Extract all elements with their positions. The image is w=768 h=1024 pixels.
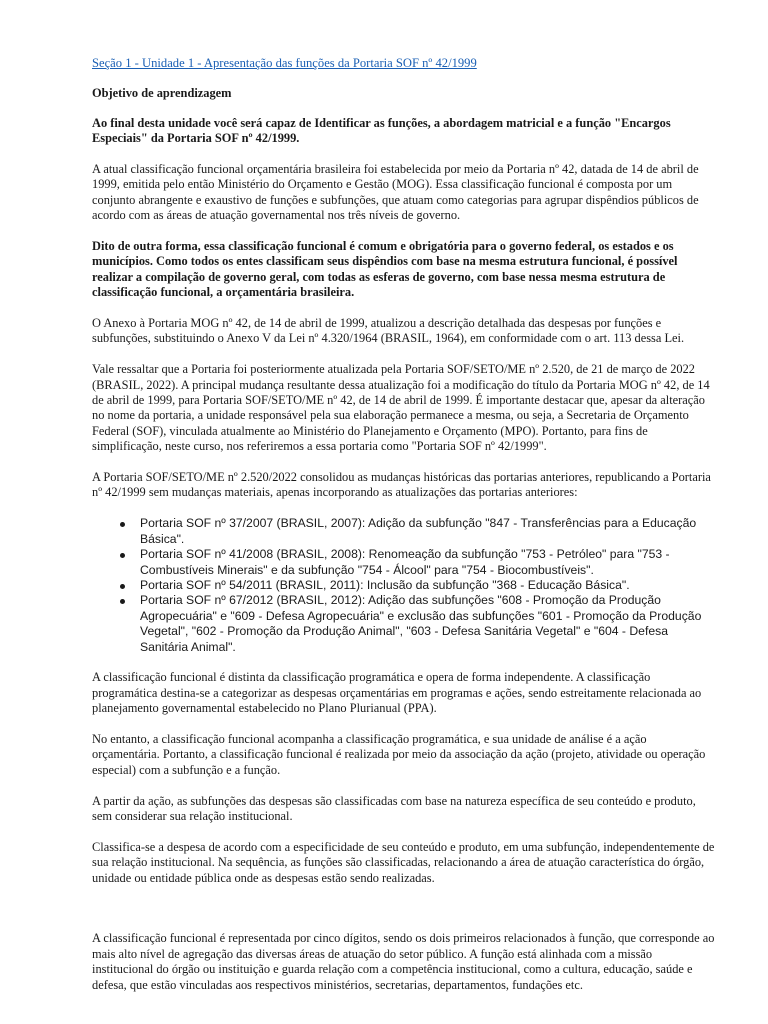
list-item-text: Portaria SOF nº 41/2008 (BRASIL, 2008): Renomeação da subfunção "753 - Petróleo" para "753 - Combustíveis Minerais" e da subfunção "754 - Álcool" para "754 - Biocombustíveis". [140, 547, 670, 577]
paragraph-10: A classificação funcional é representada por cinco dígitos, sendo os dois primeiros relacionados à função, que corresponde ao mais alto nível de agregação das diversas áreas de atuação do setor público. A função está alinhada com a missão institucional do órgão ou instituição e guarda relação com a competência institucional, como a cultura, educação, saúde e defesa, que estão vinculadas aos respectivos ministérios, secretarias, departamentos, fundações etc. [92, 931, 715, 992]
paragraph-1: A atual classificação funcional orçamentária brasileira foi estabelecida por meio da Portaria nº 42, datada de 14 de abril de 1999, emitida pelo então Ministério do Orçamento e Gestão (MOG). Essa classificação funcional é composta por um conjunto abrangente e exaustivo de funções e subfunções, que atuam como categorias para agrupar dispêndios públicos de acordo com as áreas de atuação governamental nos três níveis de governo. [92, 162, 699, 223]
paragraph-3: O Anexo à Portaria MOG nº 42, de 14 de abril de 1999, atualizou a descrição detalhada das despesas por funções e subfunções, substituindo o Anexo V da Lei nº 4.320/1964 (BRASIL, 1964), em conformidade com o art. 113 dessa Lei. [92, 316, 685, 346]
portarias-list [92, 516, 716, 655]
list-item-text: Portaria SOF nº 67/2012 (BRASIL, 2012): Adição das subfunções "608 - Promoção da Produção Agropecuária" e "609 - Defesa Agropecuária" e exclusão das subfunções "601 - Promoção da Produção Vegetal", "602 - Promoção da Produção Animal", "603 - Defesa Sanitária Vegetal" e "604 - Defesa Sanitária Animal". [140, 593, 702, 654]
paragraph-7: No entanto, a classificação funcional acompanha a classificação programática, e sua unidade de análise é a ação orçamentária. Portanto, a classificação funcional é realizada por meio da associação da ação (projeto, atividade ou operação especial) com a subfunção e a função. [92, 731, 706, 777]
paragraph-9: Classifica-se a despesa de acordo com a especificidade de seu conteúdo e produto, em uma subfunção, independentemente de sua relação institucional. Na sequência, as funções são classificadas, relacionando a área de atuação característica do órgão, unidade ou entidade pública onde as despesas estão sendo realizadas. [92, 839, 715, 885]
objective-text: Ao final desta unidade você será capaz de Identificar as funções, a abordagem matricial e a função "Encargos Especiais" da Portaria SOF nº 42/1999. [92, 115, 671, 146]
section-link[interactable]: Seção 1 - Unidade 1 - Apresentação das funções da Portaria SOF nº 42/1999 [92, 56, 477, 70]
objective-title: Objetivo de aprendizagem [92, 86, 232, 101]
list-item-text: Portaria SOF nº 54/2011 (BRASIL, 2011): Inclusão da subfunção "368 - Educação Básica". [140, 577, 630, 592]
paragraph-5: A Portaria SOF/SETO/ME nº 2.520/2022 consolidou as mudanças históricas das portarias anteriores, republicando a Portaria nº 42/1999 sem mudanças materiais, apenas incorporando as atualizações das portarias anteriores: [92, 470, 711, 500]
paragraph-6: A classificação funcional é distinta da classificação programática e opera de forma independente. A classificação programática destina-se a categorizar as despesas orçamentárias em programas e ações, sendo estreitamente relacionada ao planejamento governamental estabelecido no Plano Plurianual (PPA). [92, 670, 702, 716]
list-item [140, 578, 716, 593]
list-item-text: Portaria SOF nº 37/2007 (BRASIL, 2007): Adição da subfunção "847 - Transferências para a Educação Básica". [140, 516, 697, 546]
paragraph-8: A partir da ação, as subfunções das despesas são classificadas com base na natureza específica de seu conteúdo e produto, sem considerar sua relação institucional. [92, 793, 696, 823]
list-item [140, 547, 716, 578]
spacer [92, 901, 716, 931]
list-item [140, 516, 716, 547]
paragraph-2: Dito de outra forma, essa classificação funcional é comum e obrigatória para o governo federal, os estados e os municípios. Como todos os entes classificam seus dispêndios com base na mesma estrutura funcional, é possível realizar a compilação de governo geral, com todas as esferas de governo, com base nessa mesma estrutura de classificação funcional, a orçamentária brasileira. [92, 239, 678, 300]
paragraph-4: Vale ressaltar que a Portaria foi posteriormente atualizada pela Portaria SOF/SETO/ME nº 2.520, de 21 de março de 2022 (BRASIL, 2022). A principal mudança resultante dessa atualização foi a modificação do título da Portaria MOG nº 42, de 14 de abril de 1999, para Portaria SOF/SETO/ME nº 42, de 14 de abril de 1999. É importante destacar que, apesar da alteração no nome da portaria, a unidade responsável pela sua elaboração permanece a mesma, ou seja, a Secretaria de Orçamento Federal (SOF), vinculada atualmente ao Ministério do Planejamento e Orçamento (MPO). Portanto, para fins de simplificação, neste curso, nos referiremos a essa portaria como "Portaria SOF nº 42/1999". [92, 362, 710, 454]
document-page [92, 56, 716, 1008]
list-item [140, 593, 716, 655]
